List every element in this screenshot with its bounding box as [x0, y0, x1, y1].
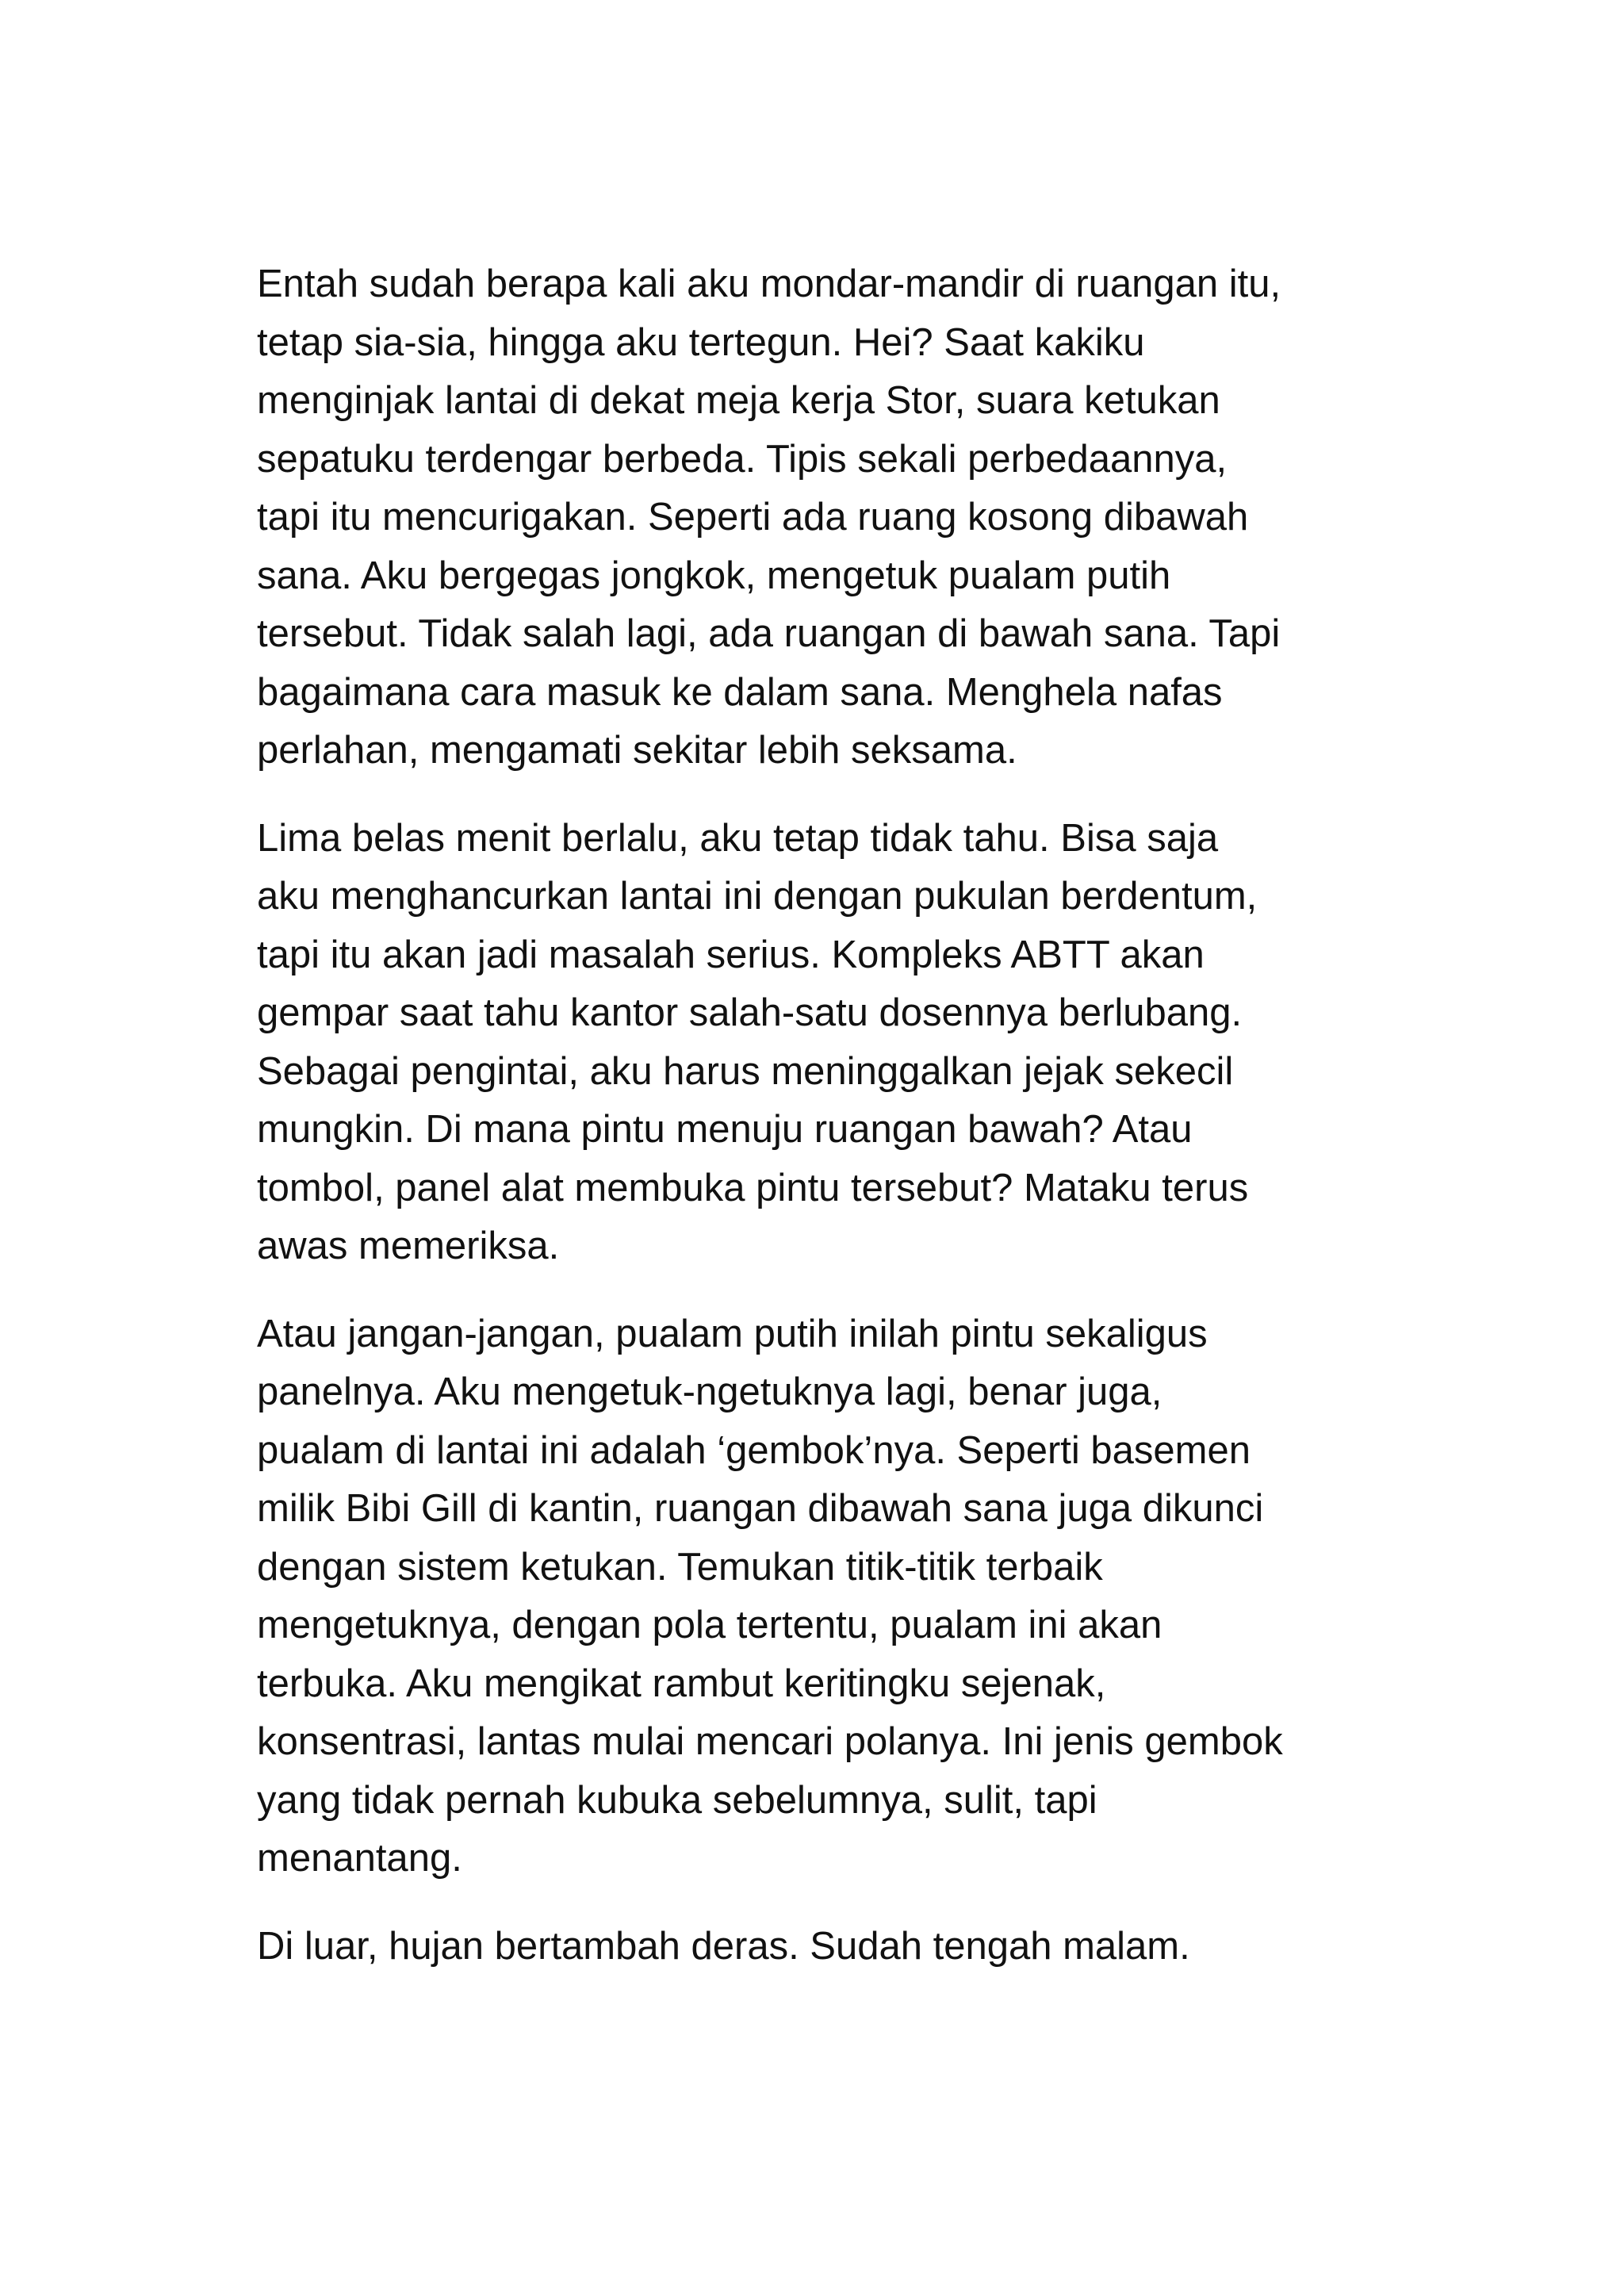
text-line: terbuka. Aku mengikat rambut keritingku sejenak, — [257, 1662, 1106, 1705]
text-line: mungkin. Di mana pintu menuju ruangan bawah? Atau — [257, 1108, 1193, 1151]
text-line: mengetuknya, dengan pola tertentu, pualam ini akan — [257, 1604, 1162, 1646]
text-line: milik Bibi Gill di kantin, ruangan dibawah sana juga dikunci — [257, 1487, 1264, 1530]
text-line: Atau jangan-jangan, pualam putih inilah pintu sekaligus — [257, 1312, 1208, 1355]
text-line: konsentrasi, lantas mulai mencari polanya. Ini jenis gembok — [257, 1720, 1283, 1763]
text-line: perlahan, mengamati sekitar lebih seksama. — [257, 729, 1017, 772]
text-line: Di luar, hujan bertambah deras. Sudah tengah malam. — [257, 1924, 1190, 1968]
body-text — [257, 255, 1383, 2005]
text-line: Entah sudah berapa kali aku mondar-mandir di ruangan itu, — [257, 263, 1281, 305]
text-line: tapi itu mencurigakan. Seperti ada ruang kosong dibawah — [257, 496, 1249, 539]
text-line: tapi itu akan jadi masalah serius. Kompleks ABTT akan — [257, 933, 1205, 976]
text-line: panelnya. Aku mengetuk-ngetuknya lagi, benar juga, — [257, 1370, 1162, 1413]
text-line: aku menghancurkan lantai ini dengan pukulan berdentum, — [257, 875, 1258, 918]
paragraph-3 — [257, 1305, 1383, 1888]
text-line: awas memeriksa. — [257, 1225, 560, 1267]
text-line: dengan sistem ketukan. Temukan titik-titik terbaik — [257, 1545, 1103, 1589]
text-line: tersebut. Tidak salah lagi, ada ruangan di bawah sana. Tapi — [257, 612, 1281, 655]
text-line: Lima belas menit berlalu, aku tetap tidak tahu. Bisa saja — [257, 816, 1219, 860]
text-line: yang tidak pernah kubuka sebelumnya, sulit, tapi — [257, 1778, 1097, 1822]
text-line: gempar saat tahu kantor salah-satu dosennya berlubang. — [257, 991, 1243, 1034]
text-line: sepatuku terdengar berbeda. Tipis sekali perbedaannya, — [257, 437, 1228, 481]
paragraph-2 — [257, 810, 1383, 1276]
text-line: tetap sia-sia, hingga aku tertegun. Hei? Saat kakiku — [257, 320, 1145, 364]
text-line: tombol, panel alat membuka pintu tersebut? Mataku terus — [257, 1166, 1249, 1209]
text-line: Sebagai pengintai, aku harus meninggalkan jejak sekecil — [257, 1049, 1234, 1093]
paragraph-4 — [257, 1918, 1383, 1976]
text-line: menantang. — [257, 1837, 462, 1880]
text-line: menginjak lantai di dekat meja kerja Stor, suara ketukan — [257, 379, 1220, 422]
text-line: bagaimana cara masuk ke dalam sana. Menghela nafas — [257, 670, 1223, 714]
paragraph-1 — [257, 255, 1383, 780]
text-line: sana. Aku bergegas jongkok, mengetuk pualam putih — [257, 554, 1171, 597]
text-line: pualam di lantai ini adalah ‘gembok’nya. Seperti basemen — [257, 1428, 1251, 1472]
